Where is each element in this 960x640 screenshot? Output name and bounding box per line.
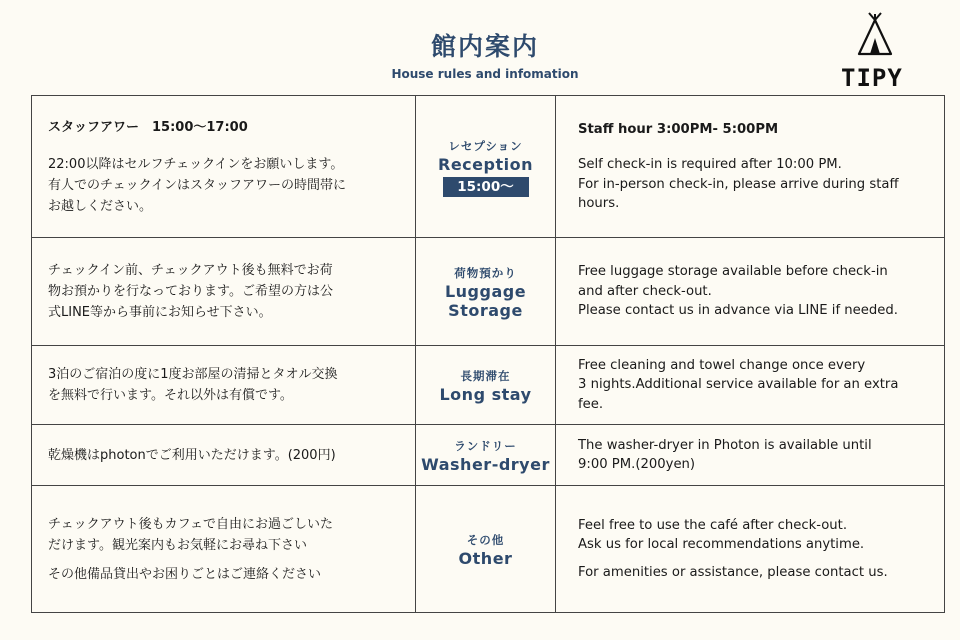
laundry-label-jp: ランドリー: [454, 438, 517, 453]
laundry-en-line: 9:00 PM.(200yen): [578, 457, 696, 472]
luggage-jp-line: チェックイン前、チェックアウト後も無料でお荷: [48, 263, 333, 278]
luggage-label-en: Luggage: [444, 281, 527, 301]
longstay-en-line: Free cleaning and towel change once every: [578, 357, 866, 373]
other-label-cell: [416, 486, 556, 612]
info-table: [31, 95, 945, 613]
page-subtitle: House rules and infomation: [391, 67, 579, 81]
longstay-label-jp: 長期滞在: [460, 368, 511, 383]
reception-en-line: For in-person check-in, please arrive during staff: [578, 176, 899, 192]
other-label-jp: その他: [466, 532, 505, 547]
longstay-label-en: Long stay: [439, 384, 532, 404]
reception-label-cell: [416, 96, 556, 238]
laundry-jp-line: 乾燥機はphotonでご利用いただけます。(200円): [48, 447, 336, 463]
longstay-en-line: fee.: [578, 396, 604, 412]
reception-en-cell: [556, 96, 944, 238]
other-jp-cell: [32, 486, 416, 612]
other-en-line: Feel free to use the café after check-out.: [578, 517, 848, 533]
luggage-en-line: Please contact us in advance via LINE if needed.: [578, 303, 898, 319]
laundry-jp-cell: [32, 425, 416, 486]
reception-jp-hours: スタッフアワー 15:00〜17:00: [48, 119, 248, 135]
reception-jp-line: お越しください。: [48, 198, 153, 214]
longstay-jp-line: を無料で行います。それ以外は有償です。: [48, 388, 293, 403]
header: [0, 30, 960, 82]
other-jp-line: だけます。観光案内もお気軽にお尋ね下さい: [48, 537, 307, 553]
luggage-en-line: and after check-out.: [578, 283, 712, 299]
reception-en-hours: Staff hour 3:00PM- 5:00PM: [578, 121, 779, 137]
reception-label-jp: レセプション: [448, 138, 523, 153]
other-en-extra: For amenities or assistance, please contact us.: [578, 564, 888, 580]
other-jp-extra: その他備品貸出やお困りごとはご連絡ください: [48, 566, 322, 582]
luggage-jp-cell: [32, 238, 416, 346]
reception-jp-line: 22:00以降はセルフチェックインをお願いします。: [48, 156, 344, 172]
laundry-en-cell: [556, 425, 944, 486]
luggage-jp-line: 物お預かりを行なっております。ご希望の方は公: [48, 284, 333, 299]
reception-en-line: Self check-in is required after 10:00 PM.: [578, 157, 842, 172]
reception-hours-badge: 15:00〜: [443, 177, 529, 197]
longstay-en-cell: [556, 346, 944, 425]
longstay-jp-line: 3泊のご宿泊の度に1度お部屋の清掃とタオル交換: [48, 367, 338, 382]
other-en-line: Ask us for local recommendations anytime.: [578, 537, 865, 553]
longstay-en-line: 3 nights.Additional service available for an extra: [578, 377, 899, 393]
luggage-label-en: Storage: [448, 300, 523, 320]
reception-label-en: Reception: [438, 154, 533, 174]
other-en-cell: [556, 486, 944, 612]
laundry-label-cell: [416, 425, 556, 486]
luggage-en-line: Free luggage storage available before check-in: [578, 264, 888, 280]
laundry-label-en: Washer-dryer: [421, 454, 550, 474]
reception-jp-cell: [32, 96, 416, 238]
tipy-logo: [835, 12, 915, 92]
other-jp-line: チェックアウト後もカフェで自由にお過ごしいた: [48, 516, 333, 532]
luggage-label-jp: 荷物預かり: [454, 265, 517, 280]
page-title: 館内案内: [430, 32, 539, 61]
luggage-label-cell: [416, 238, 556, 346]
longstay-label-cell: [416, 346, 556, 425]
tent-icon: [835, 12, 915, 66]
longstay-jp-cell: [32, 346, 416, 425]
luggage-en-cell: [556, 238, 944, 346]
reception-en-line: hours.: [578, 196, 620, 211]
luggage-jp-line: 式LINE等から事前にお知らせ下さい。: [48, 305, 272, 320]
laundry-en-line: The washer-dryer in Photon is available until: [578, 437, 872, 453]
other-label-en: Other: [458, 548, 513, 568]
reception-jp-line: 有人でのチェックインはスタッフアワーの時間帯に: [48, 177, 346, 193]
logo-text: TIPY: [841, 64, 903, 92]
